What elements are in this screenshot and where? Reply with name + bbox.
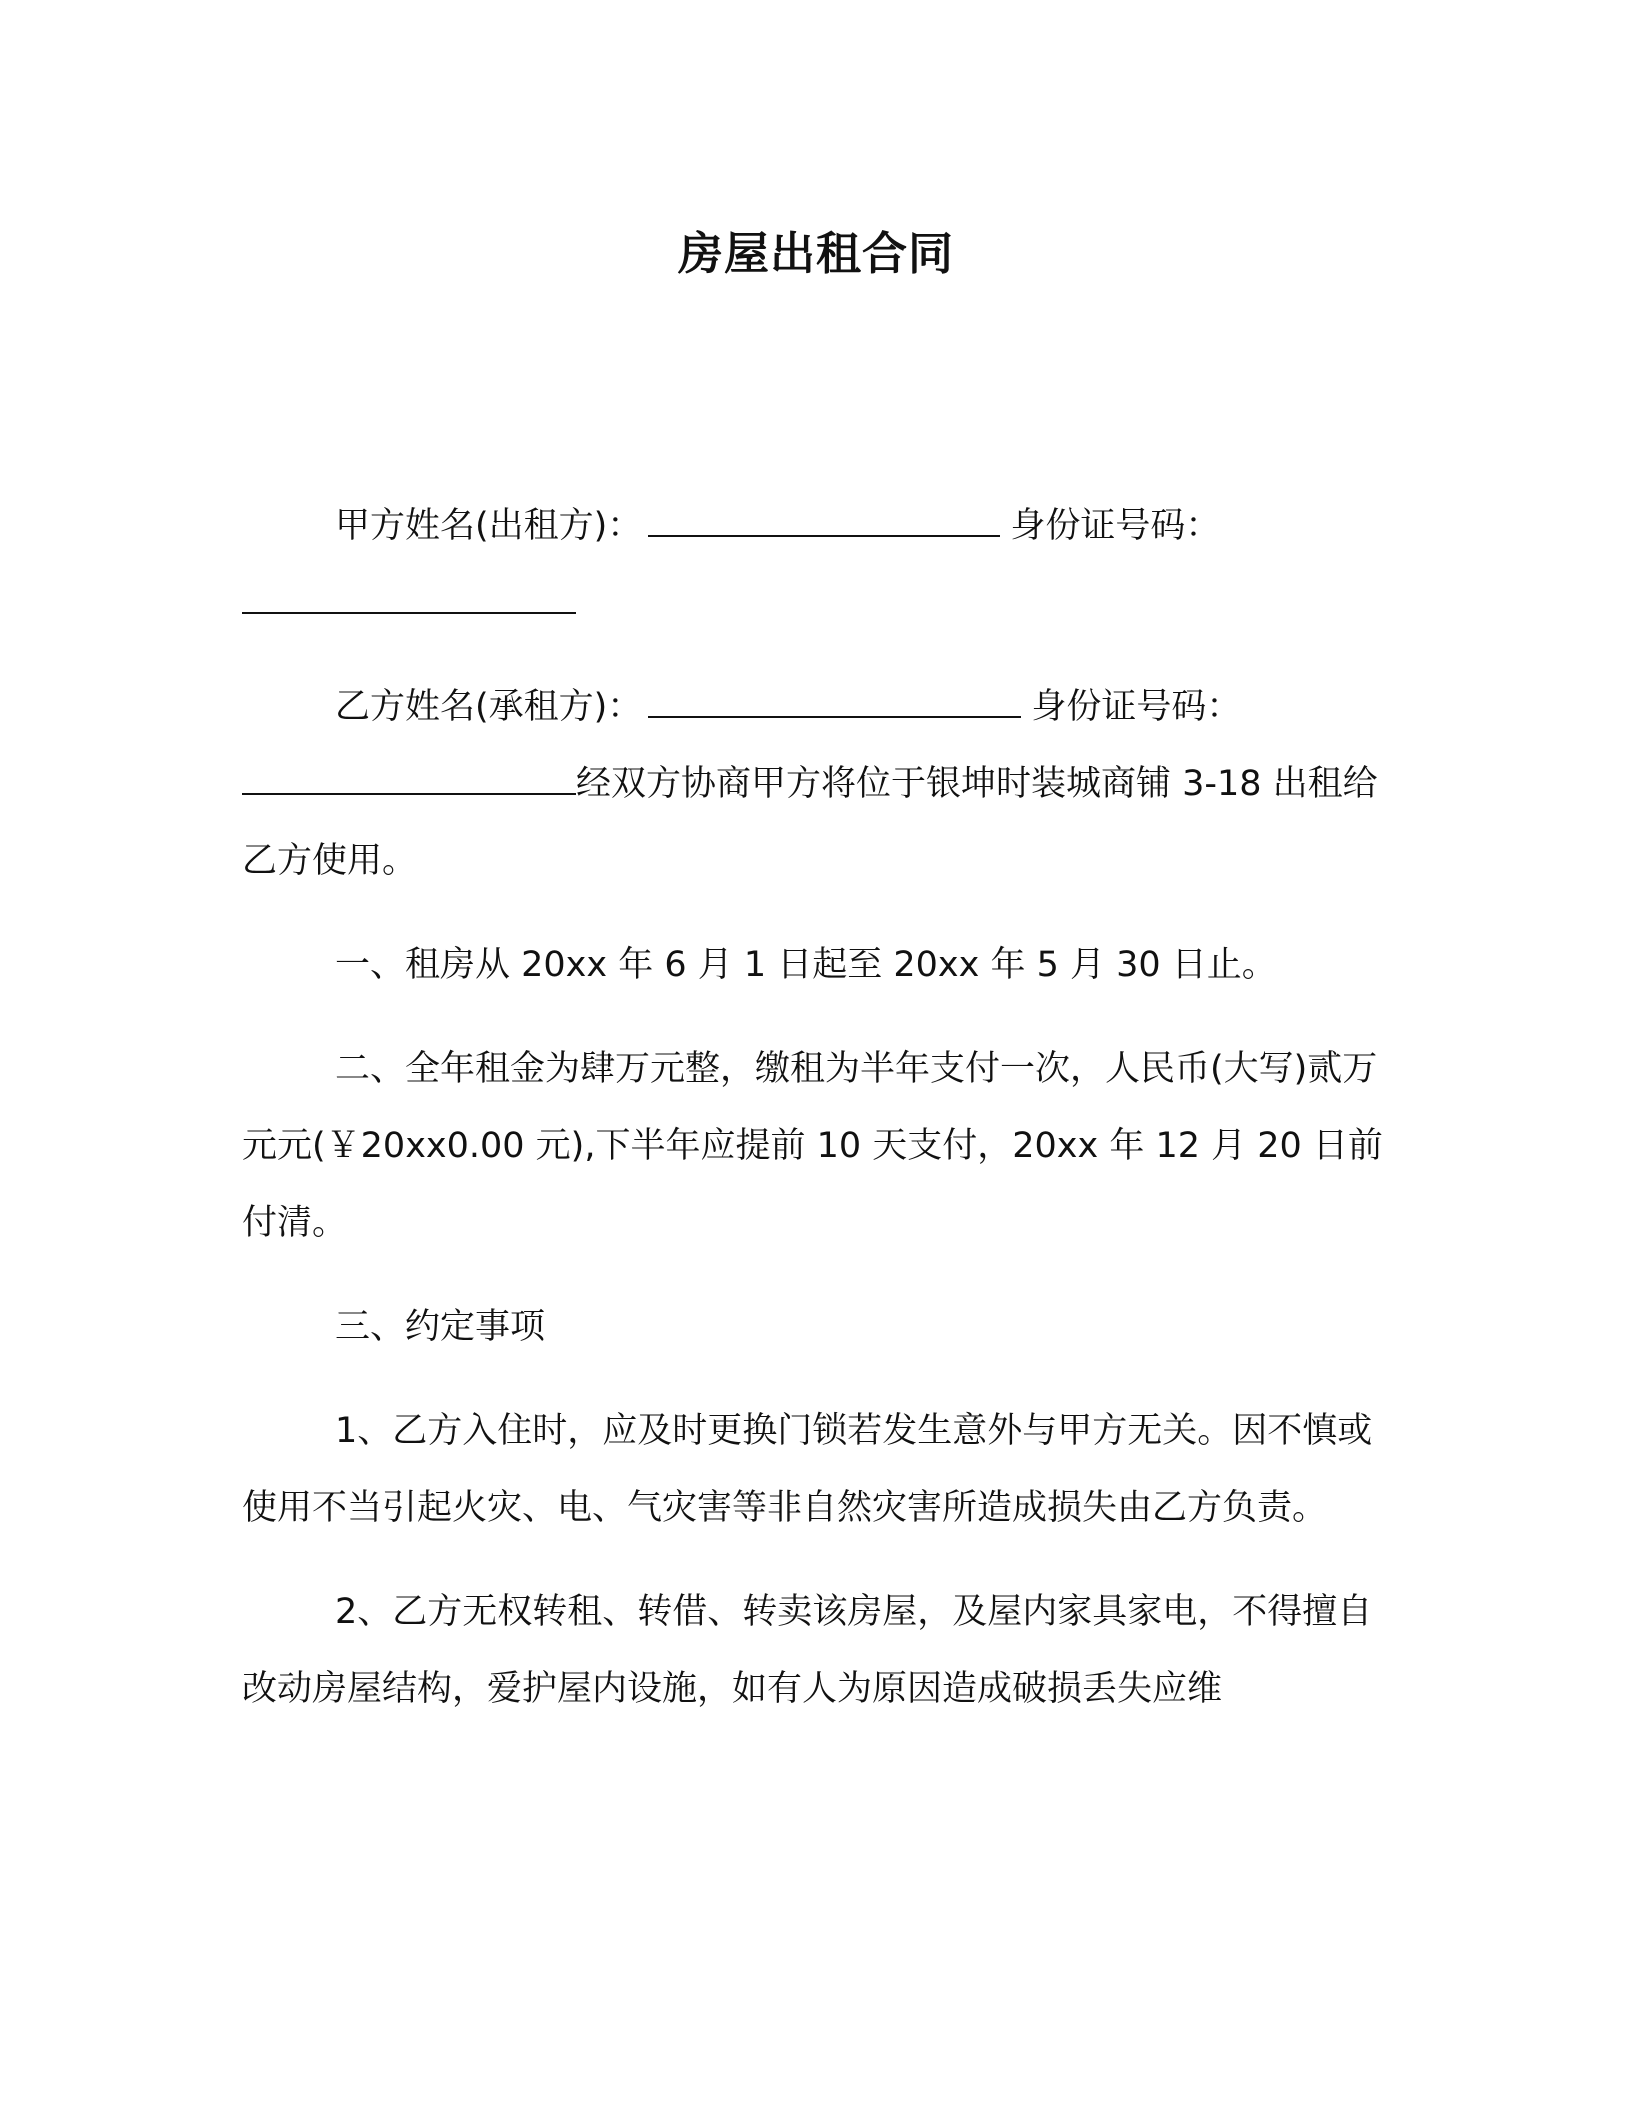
party-b-label: 乙方姓名(承租方)： <box>335 687 643 727</box>
party-b-id-label: 身份证号码： <box>1031 687 1242 727</box>
party-b-line <box>242 669 1388 900</box>
party-b-continuation: 经双方协商甲方将位于银坤时装城商铺 3-18 出租给乙方使用。 <box>242 764 1378 881</box>
party-a-name-blank <box>648 501 1000 537</box>
document-title: 房屋出租合同 <box>677 227 954 280</box>
party-a-id-label: 身份证号码： <box>1010 506 1221 546</box>
party-b-name-blank <box>648 682 1021 718</box>
agreement-item-1: 1、乙方入住时，应及时更换门锁若发生意外与甲方无关。因不慎或使用不当引起火灾、电、气灾害等非自然灾害所造成损失由乙方负责。 <box>242 1411 1373 1528</box>
party-a-label: 甲方姓名(出租方)： <box>335 506 643 546</box>
party-a-id-blank <box>242 578 576 614</box>
agreement-item-2: 2、乙方无权转租、转借、转卖该房屋，及屋内家具家电，不得擅自改动房屋结构，爱护屋内设施，如有人为原因造成破损丢失应维 <box>242 1592 1373 1709</box>
clause-1-term: 一、租房从 20xx 年 6 月 1 日起至 20xx 年 5 月 30 日止。 <box>335 945 1277 985</box>
clause-2-rent: 二、全年租金为肆万元整，缴租为半年支付一次，人民币(大写)贰万元元(￥20xx0.00 元),下半年应提前 10 天支付，20xx 年 12 月 20 日前付清。 <box>242 1049 1383 1243</box>
party-b-id-blank <box>242 759 576 795</box>
clause-3-heading: 三、约定事项 <box>335 1307 546 1347</box>
party-a-line <box>242 488 1388 642</box>
document-body <box>242 488 1388 1755</box>
